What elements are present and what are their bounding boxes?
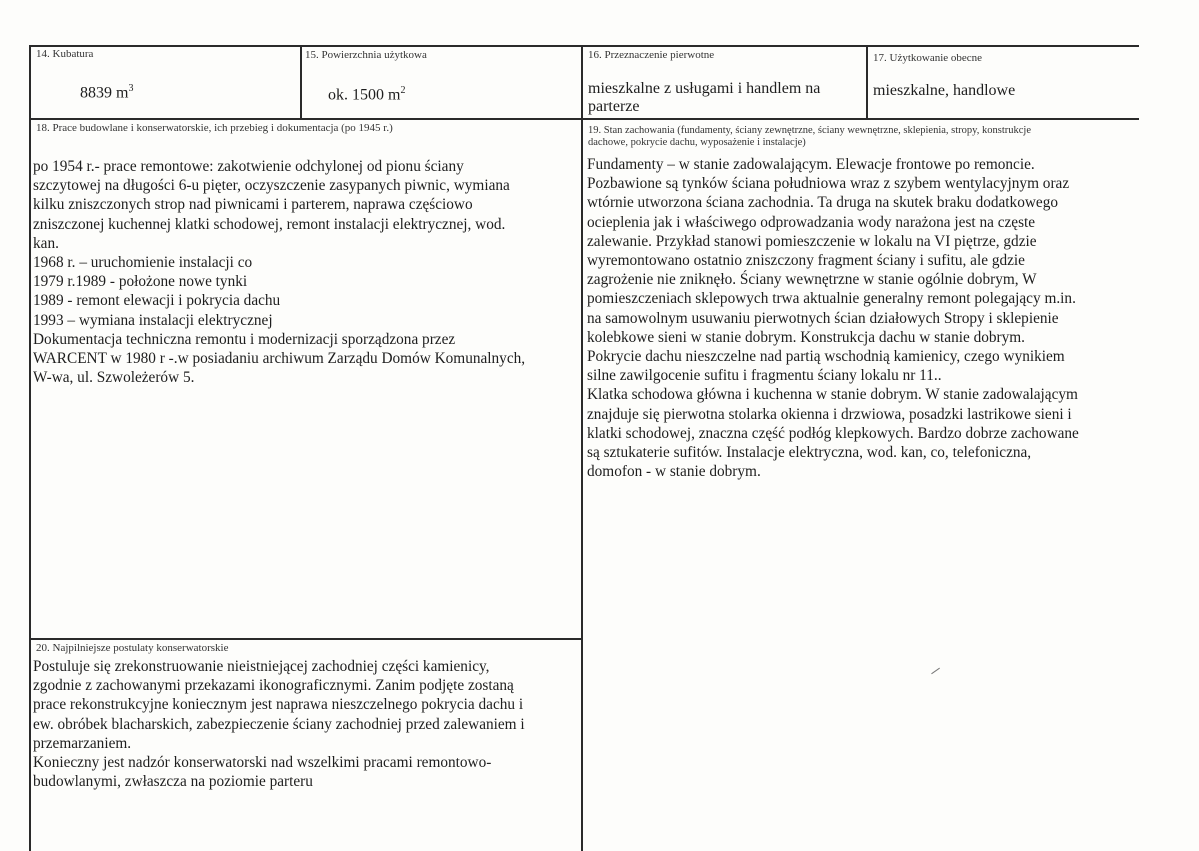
- prace-label: 18. Prace budowlane i konserwatorskie, ich przebieg i dokumentacja (po 1945 r.): [36, 122, 393, 134]
- col-divider-3: [866, 45, 868, 119]
- prace-text: po 1954 r.- prace remontowe: zakotwienie odchylonej od pionu ściany szczytowej na długości 6-u pięter, oczyszczenie zasypanych piwnic, wymiana kilku zniszczonych strop nad piwnicami i parterem, naprawa częściowo zniszczonej kuchennej klatki schodowej, remont instalacji elektrycznej, wod. kan. 1968 r. – uruchomienie instalacji co 1979 r.1989 - położone nowe tynki 1989 - remont elewacji i pokrycia dachu 1993 – wymiana instalacji elektrycznej Dokumentacja techniczna remontu i modernizacji sporządzona przez WARCENT w 1980 r -.w posiadaniu archiwum Zarządu Domów Komunalnych, W-wa, ul. Szwoleżerów 5.: [33, 158, 526, 387]
- top-border-line: [29, 45, 1139, 47]
- stan-label: 19. Stan zachowania (fundamenty, ściany zewnętrzne, ściany wewnętrzne, sklepienia, stropy, konstrukcje dachowe, pokrycie dachu, wyposażenie i instalacje): [588, 125, 1031, 148]
- powierzchnia-number: ok. 1500 m: [328, 86, 401, 104]
- row2-divider-line: [29, 638, 581, 640]
- uzytkowanie-label: 17. Użytkowanie obecne: [873, 52, 983, 64]
- kubatura-label: 14. Kubatura: [36, 48, 94, 60]
- kubatura-value: [80, 80, 133, 102]
- postulaty-label: 20. Najpilniejsze postulaty konserwatorskie: [36, 642, 229, 654]
- col-divider-1: [300, 45, 302, 119]
- postulaty-text: Postuluje się zrekonstruowanie nieistniejącej zachodniej części kamienicy, zgodnie z zachowanymi przekazami ikonograficznymi. Zanim podjęte zostaną prace rekonstrukcyjne koniecznym jest naprawa nieszczelnego pokrycia dachu i ew. obróbek blacharskich, zabezpieczenie ściany zachodniej przed zalewaniem i przemarzaniem. Konieczny jest nadzór konserwatorski nad wszelkimi pracami remontowo- budowlanymi, zwłaszcza na poziomie parteru: [33, 658, 525, 791]
- przeznaczenie-label: 16. Przeznaczenie pierwotne: [588, 49, 715, 61]
- kubatura-unit-sup: 3: [128, 83, 134, 94]
- powierzchnia-unit-sup: 2: [400, 85, 406, 96]
- powierzchnia-value: [328, 82, 405, 104]
- uzytkowanie-value: mieszkalne, handlowe: [873, 82, 1016, 99]
- row1-bottom-line: [29, 118, 1139, 120]
- left-border-line: [29, 45, 31, 851]
- stan-text: Fundamenty – w stanie zadowalającym. Elewacje frontowe po remoncie. Pozbawione są tynków ściana południowa wraz z szybem wentylacyjnym oraz wtórnie utworzona ściana zachodnia. Ta druga na skutek braku dodatkowego ocieplenia jak i właściwego odprowadzania wody narażona jest na częste zalewanie. Przykład stanowi pomieszczenie w lokalu na VI piętrze, gdzie wyremontowano ostatnio zniszczony fragment ściany i sufitu, ale gdzie zagrożenie nie zniknęło. Ściany wewnętrzne w stanie ogólnie dobrym, W pomieszczeniach sklepowych trwa aktualnie generalny remont polegający m.in. na samowolnym usuwaniu pierwotnych ścian działowych Stropy i sklepienie kolebkowe sieni w stanie dobrym. Konstrukcja dachu w stanie dobrym. Pokrycie dachu nieszczelne nad partią wschodnią kamienicy, czego wynikiem silne zawilgocenie sufitu i fragmentu ściany lokalu nr 11.. Klatka schodowa główna i kuchenna w stanie dobrym. W stanie zadowalającym znajduje się pierwotna stolarka okienna i drzwiowa, posadzki lastrikowe sieni i klatki schodowej, znaczna część podłóg klepkowych. Bardzo dobrze zachowane są sztukaterie sufitów. Instalacje elektryczna, wod. kan, co, telefoniczna, domofon - w stanie dobrym.: [587, 156, 1079, 481]
- kubatura-number: 8839 m: [80, 84, 129, 102]
- powierzchnia-label: 15. Powierzchnia użytkowa: [305, 49, 427, 61]
- pen-mark: [931, 668, 943, 679]
- przeznaczenie-value: mieszkalne z usługami i handlem na parterze: [588, 80, 821, 115]
- col-divider-2: [581, 45, 583, 851]
